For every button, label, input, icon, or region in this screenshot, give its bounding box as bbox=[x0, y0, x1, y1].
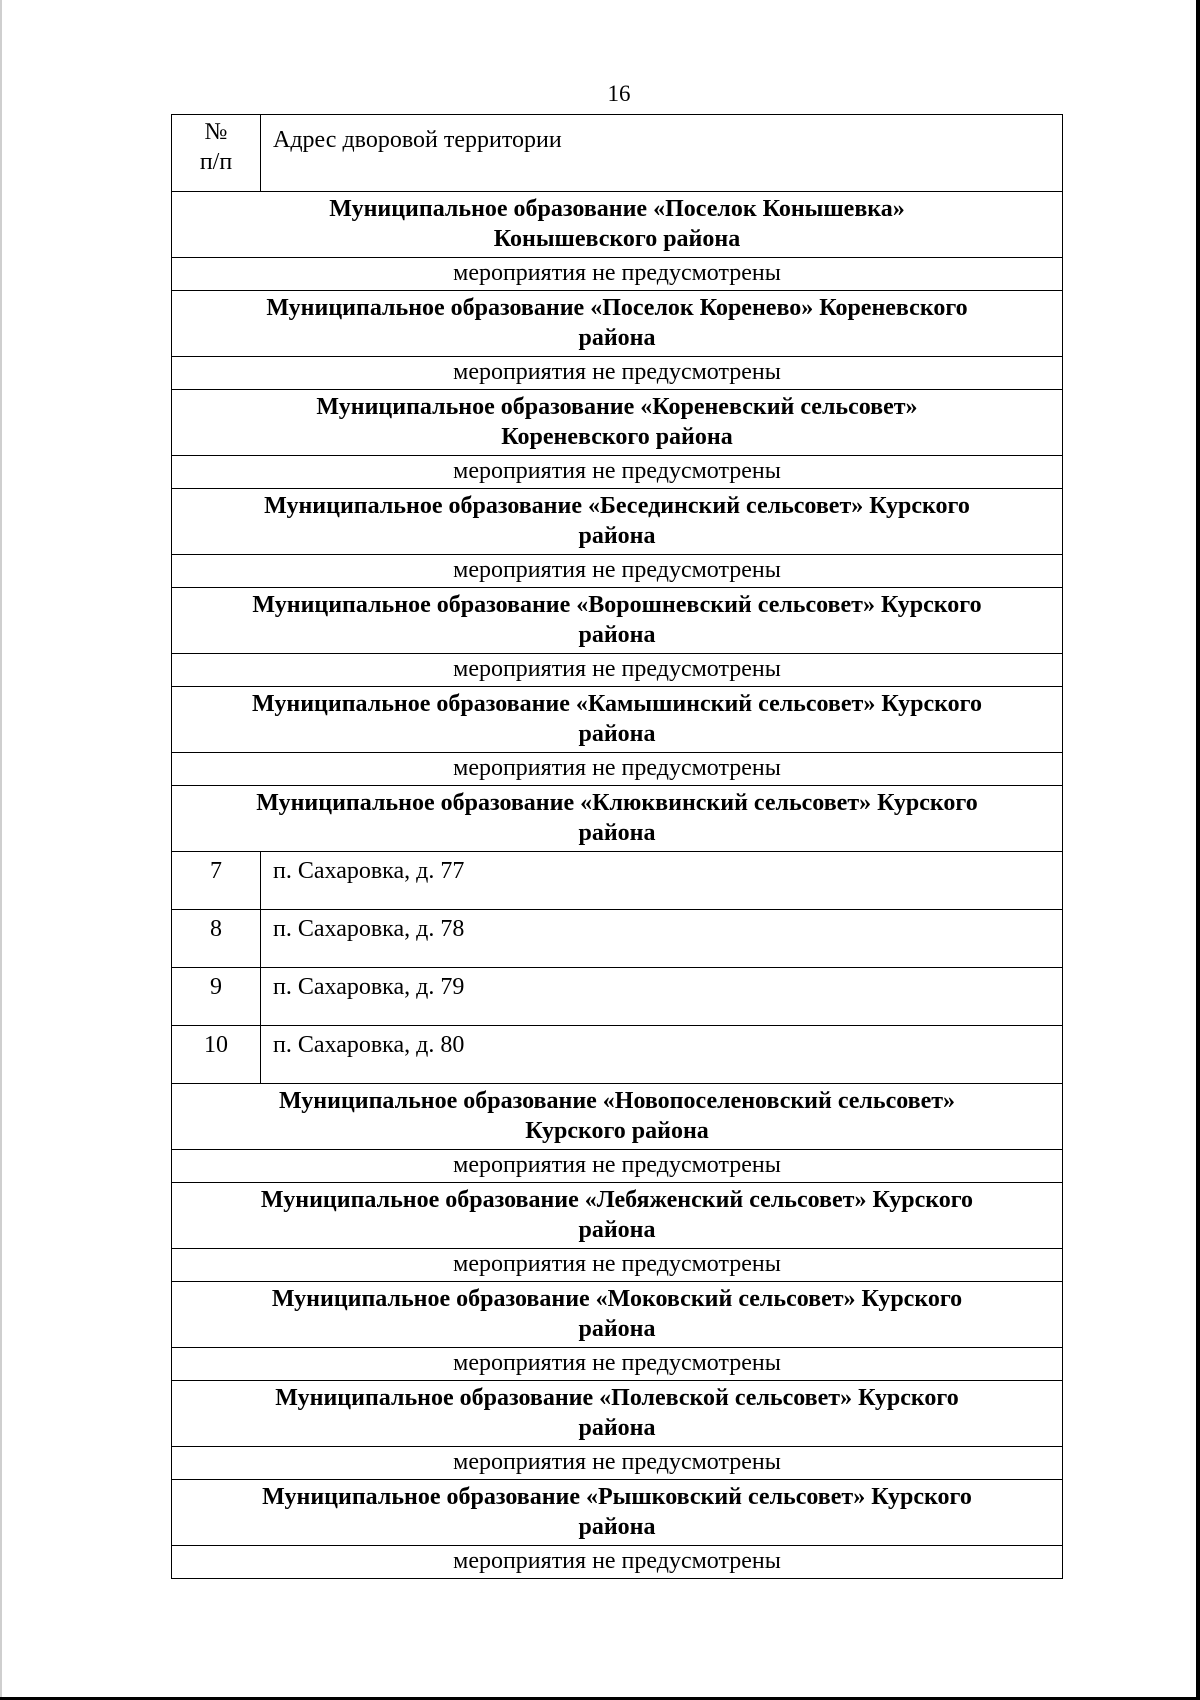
municipality-title-line1: Муниципальное образование «Клюквинский сельсовет» Курского bbox=[256, 790, 978, 816]
table-row bbox=[172, 852, 1063, 910]
note-row bbox=[172, 753, 1063, 786]
municipality-title-line2: Кореневского района bbox=[501, 424, 733, 450]
no-measures-note: мероприятия не предусмотрены bbox=[172, 1546, 1063, 1579]
municipality-row bbox=[172, 1381, 1063, 1447]
header-number-symbol: № bbox=[204, 119, 228, 145]
note-row bbox=[172, 1546, 1063, 1579]
municipality-title-line1: Муниципальное образование «Полевской сельсовет» Курского bbox=[275, 1385, 959, 1411]
municipality-row bbox=[172, 489, 1063, 555]
municipality-title-line1: Муниципальное образование «Рышковский сельсовет» Курского bbox=[262, 1484, 972, 1510]
municipality-title-line1: Муниципальное образование «Новопоселеновский сельсовет» bbox=[278, 1088, 956, 1114]
municipality-row bbox=[172, 588, 1063, 654]
address-table-body bbox=[172, 115, 1063, 1579]
municipality-title-line1: Муниципальное образование «Ворошневский сельсовет» Курского bbox=[252, 592, 982, 618]
note-row bbox=[172, 1249, 1063, 1282]
municipality-title bbox=[172, 1282, 1063, 1348]
municipality-title-line2: района bbox=[578, 1514, 656, 1540]
municipality-title bbox=[172, 390, 1063, 456]
municipality-title-line1: Муниципальное образование «Поселок Коренево» Кореневского bbox=[266, 295, 968, 321]
no-measures-note: мероприятия не предусмотрены bbox=[172, 1249, 1063, 1282]
municipality-title bbox=[172, 1084, 1063, 1150]
municipality-title bbox=[172, 786, 1063, 852]
note-row bbox=[172, 1348, 1063, 1381]
row-number: 7 bbox=[172, 852, 261, 910]
municipality-title-line2: района bbox=[578, 523, 656, 549]
municipality-title bbox=[172, 1480, 1063, 1546]
municipality-title-line1: Муниципальное образование «Поселок Конышевка» bbox=[329, 196, 905, 222]
municipality-title-line1: Муниципальное образование «Бесединский сельсовет» Курского bbox=[264, 493, 970, 519]
municipality-title-line2: района bbox=[578, 622, 656, 648]
row-number: 8 bbox=[172, 910, 261, 968]
municipality-row bbox=[172, 687, 1063, 753]
municipality-title-line2: Курского района bbox=[525, 1118, 709, 1144]
municipality-title-line2: района bbox=[578, 820, 656, 846]
no-measures-note: мероприятия не предусмотрены bbox=[172, 456, 1063, 489]
municipality-row bbox=[172, 1084, 1063, 1150]
no-measures-note: мероприятия не предусмотрены bbox=[172, 1348, 1063, 1381]
municipality-title bbox=[172, 1183, 1063, 1249]
note-row bbox=[172, 1447, 1063, 1480]
no-measures-note: мероприятия не предусмотрены bbox=[172, 357, 1063, 390]
municipality-title-line1: Муниципальное образование «Лебяженский сельсовет» Курского bbox=[260, 1187, 974, 1213]
row-address: п. Сахаровка, д. 77 bbox=[261, 852, 1063, 910]
table-row bbox=[172, 968, 1063, 1026]
municipality-row bbox=[172, 390, 1063, 456]
row-address: п. Сахаровка, д. 80 bbox=[261, 1026, 1063, 1084]
municipality-title-line2: района bbox=[578, 1415, 656, 1441]
municipality-title bbox=[172, 489, 1063, 555]
row-number: 10 bbox=[172, 1026, 261, 1084]
municipality-title bbox=[172, 192, 1063, 258]
note-row bbox=[172, 357, 1063, 390]
no-measures-note: мероприятия не предусмотрены bbox=[172, 753, 1063, 786]
no-measures-note: мероприятия не предусмотрены bbox=[172, 555, 1063, 588]
municipality-title-line2: района bbox=[578, 1316, 656, 1342]
municipality-row bbox=[172, 1480, 1063, 1546]
municipality-row bbox=[172, 1282, 1063, 1348]
municipality-title-line2: района bbox=[578, 721, 656, 747]
note-row bbox=[172, 456, 1063, 489]
municipality-title bbox=[172, 291, 1063, 357]
note-row bbox=[172, 258, 1063, 291]
municipality-title-line2: района bbox=[578, 325, 656, 351]
municipality-title-line1: Муниципальное образование «Камышинский сельсовет» Курского bbox=[252, 691, 982, 717]
municipality-row bbox=[172, 291, 1063, 357]
note-row bbox=[172, 555, 1063, 588]
municipality-row bbox=[172, 192, 1063, 258]
municipality-row bbox=[172, 786, 1063, 852]
no-measures-note: мероприятия не предусмотрены bbox=[172, 258, 1063, 291]
municipality-title bbox=[172, 1381, 1063, 1447]
no-measures-note: мероприятия не предусмотрены bbox=[172, 1447, 1063, 1480]
header-number-cell bbox=[172, 115, 261, 192]
municipality-title-line2: района bbox=[578, 1217, 656, 1243]
page-number: 16 bbox=[607, 81, 631, 106]
row-address: п. Сахаровка, д. 78 bbox=[261, 910, 1063, 968]
note-row bbox=[172, 654, 1063, 687]
municipality-title-line1: Муниципальное образование «Кореневский сельсовет» bbox=[316, 394, 918, 420]
header-number-abbr: п/п bbox=[199, 149, 233, 175]
no-measures-note: мероприятия не предусмотрены bbox=[172, 1150, 1063, 1183]
table-row bbox=[172, 910, 1063, 968]
no-measures-note: мероприятия не предусмотрены bbox=[172, 654, 1063, 687]
municipality-title-line1: Муниципальное образование «Моковский сельсовет» Курского bbox=[271, 1286, 963, 1312]
row-address: п. Сахаровка, д. 79 bbox=[261, 968, 1063, 1026]
municipality-title bbox=[172, 588, 1063, 654]
address-table bbox=[171, 114, 1063, 1579]
municipality-row bbox=[172, 1183, 1063, 1249]
table-header-row bbox=[172, 115, 1063, 192]
municipality-title-line2: Конышевского района bbox=[493, 226, 741, 252]
header-address-cell: Адрес дворовой территории bbox=[261, 115, 1063, 192]
row-number: 9 bbox=[172, 968, 261, 1026]
municipality-title bbox=[172, 687, 1063, 753]
note-row bbox=[172, 1150, 1063, 1183]
table-row bbox=[172, 1026, 1063, 1084]
